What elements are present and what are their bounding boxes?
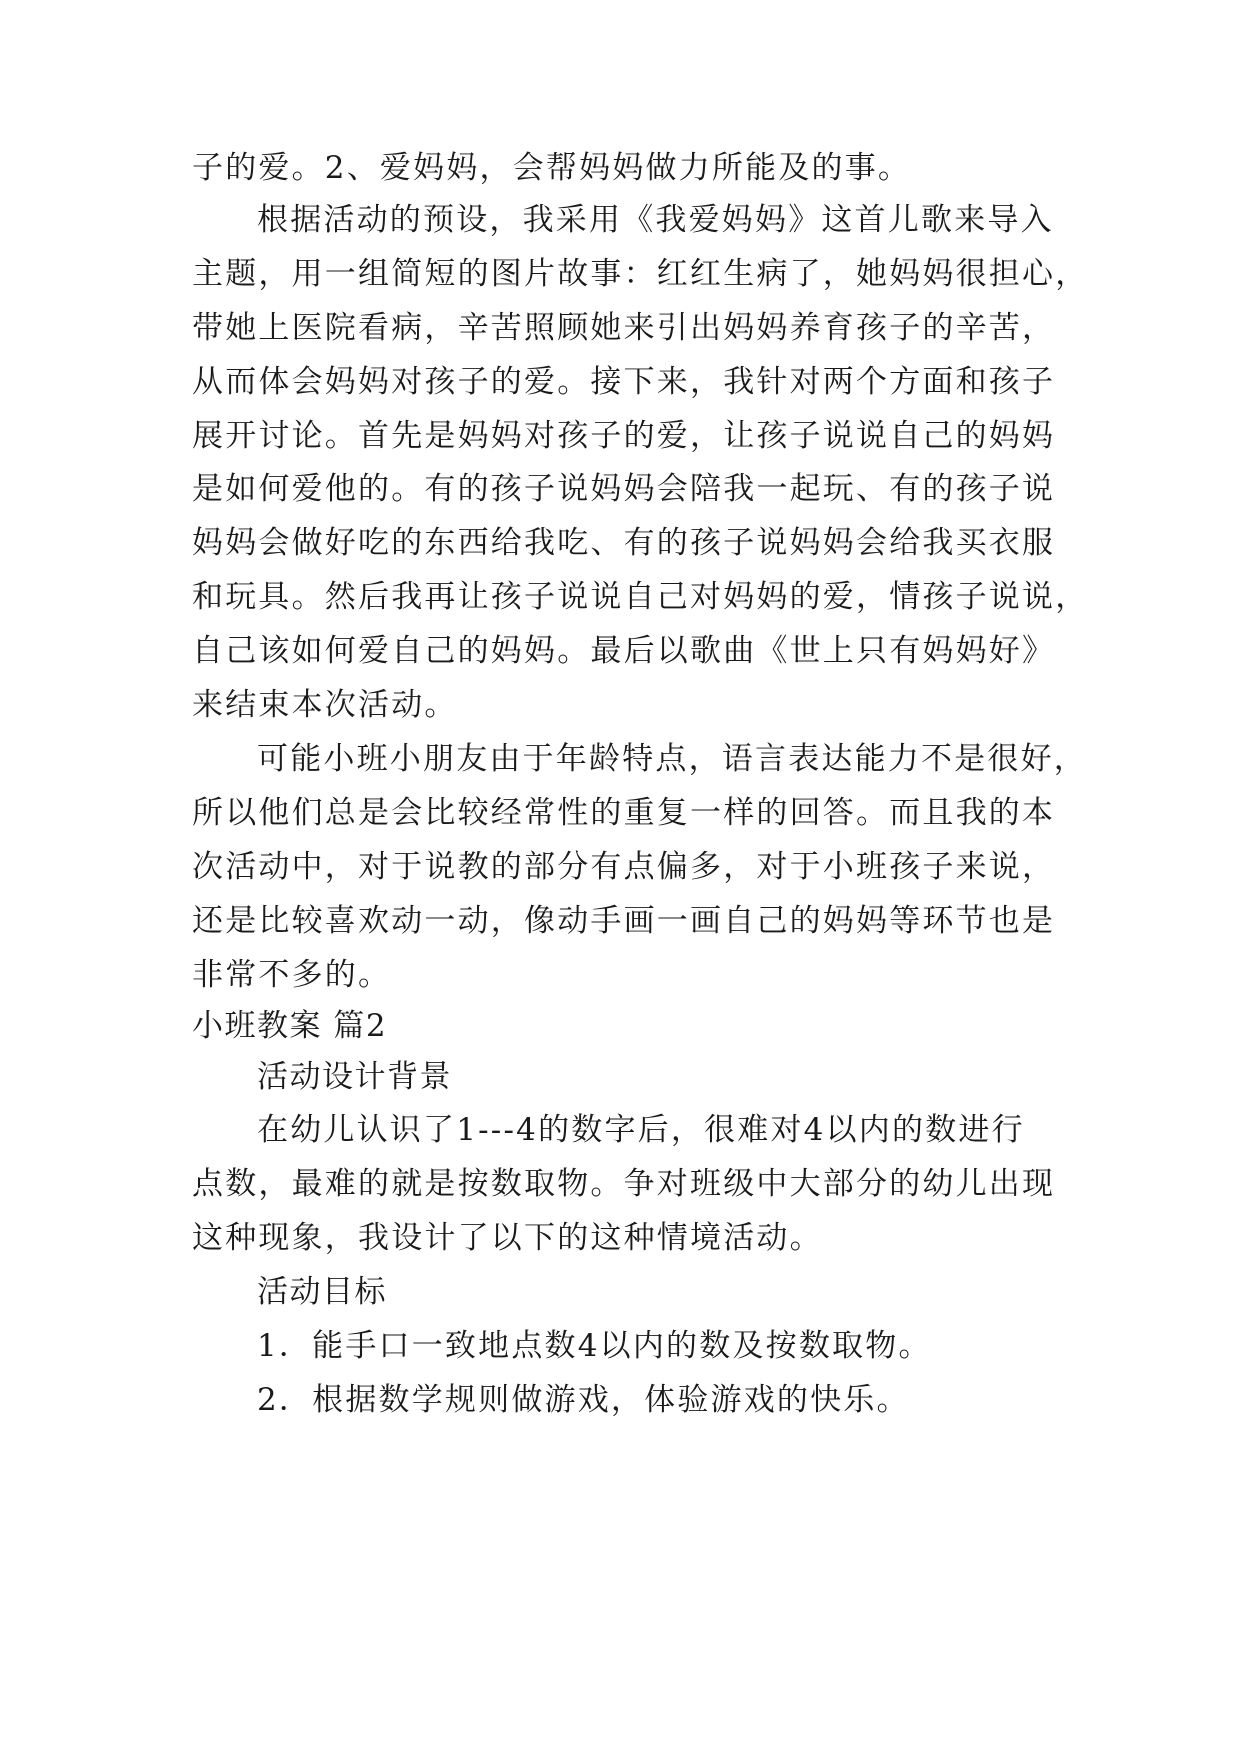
paragraph-line: 非常不多的。 [192,957,392,993]
paragraph-line: 从而体会妈妈对孩子的爱。接下来，我针对两个方面和孩子 [192,364,1056,400]
list-item: 1．能手口一致地点数4以内的数及按数取物。 [257,1328,932,1364]
paragraph-line: 点数，最难的就是按数取物。争对班级中大部分的幼儿出现 [192,1166,1056,1202]
paragraph-line: 可能小班小朋友由于年龄特点，语言表达能力不是很好， [257,741,1087,777]
subheading: 活动设计背景 [257,1059,452,1095]
paragraph-line: 带她上医院看病，辛苦照顾她来引出妈妈养育孩子的辛苦， [192,310,1056,346]
paragraph-line: 根据活动的预设，我采用《我爱妈妈》这首儿歌来导入 [257,202,1054,238]
paragraph-line: 主题，用一组简短的图片故事：红红生病了，她妈妈很担心， [192,256,1089,292]
subheading: 活动目标 [257,1274,387,1310]
paragraph-line: 还是比较喜欢动一动，像动手画一画自己的妈妈等环节也是 [192,903,1056,939]
paragraph-line: 展开讨论。首先是妈妈对孩子的爱，让孩子说说自己的妈妈 [192,418,1056,454]
paragraph-line: 妈妈会做好吃的东西给我吃、有的孩子说妈妈会给我买衣服 [192,525,1056,561]
paragraph-line: 这种现象，我设计了以下的这种情境活动。 [192,1220,823,1256]
paragraph-line: 次活动中，对于说教的部分有点偏多，对于小班孩子来说， [192,849,1056,885]
list-item: 2．根据数学规则做游戏，体验游戏的快乐。 [257,1382,910,1418]
paragraph-line: 来结束本次活动。 [192,687,458,723]
paragraph-line: 是如何爱他的。有的孩子说妈妈会陪我一起玩、有的孩子说 [192,471,1056,507]
paragraph-line: 子的爱。2、爱妈妈，会帮妈妈做力所能及的事。 [192,150,912,186]
paragraph-line: 和玩具。然后我再让孩子说说自己对妈妈的爱，情孩子说说， [192,579,1089,615]
section-heading: 小班教案 篇2 [192,1008,388,1044]
paragraph-line: 在幼儿认识了1---4的数字后，很难对4以内的数进行 [257,1112,1025,1148]
paragraph-line: 自己该如何爱自己的妈妈。最后以歌曲《世上只有妈妈好》 [192,633,1056,669]
paragraph-line: 所以他们总是会比较经常性的重复一样的回答。而且我的本 [192,795,1056,831]
